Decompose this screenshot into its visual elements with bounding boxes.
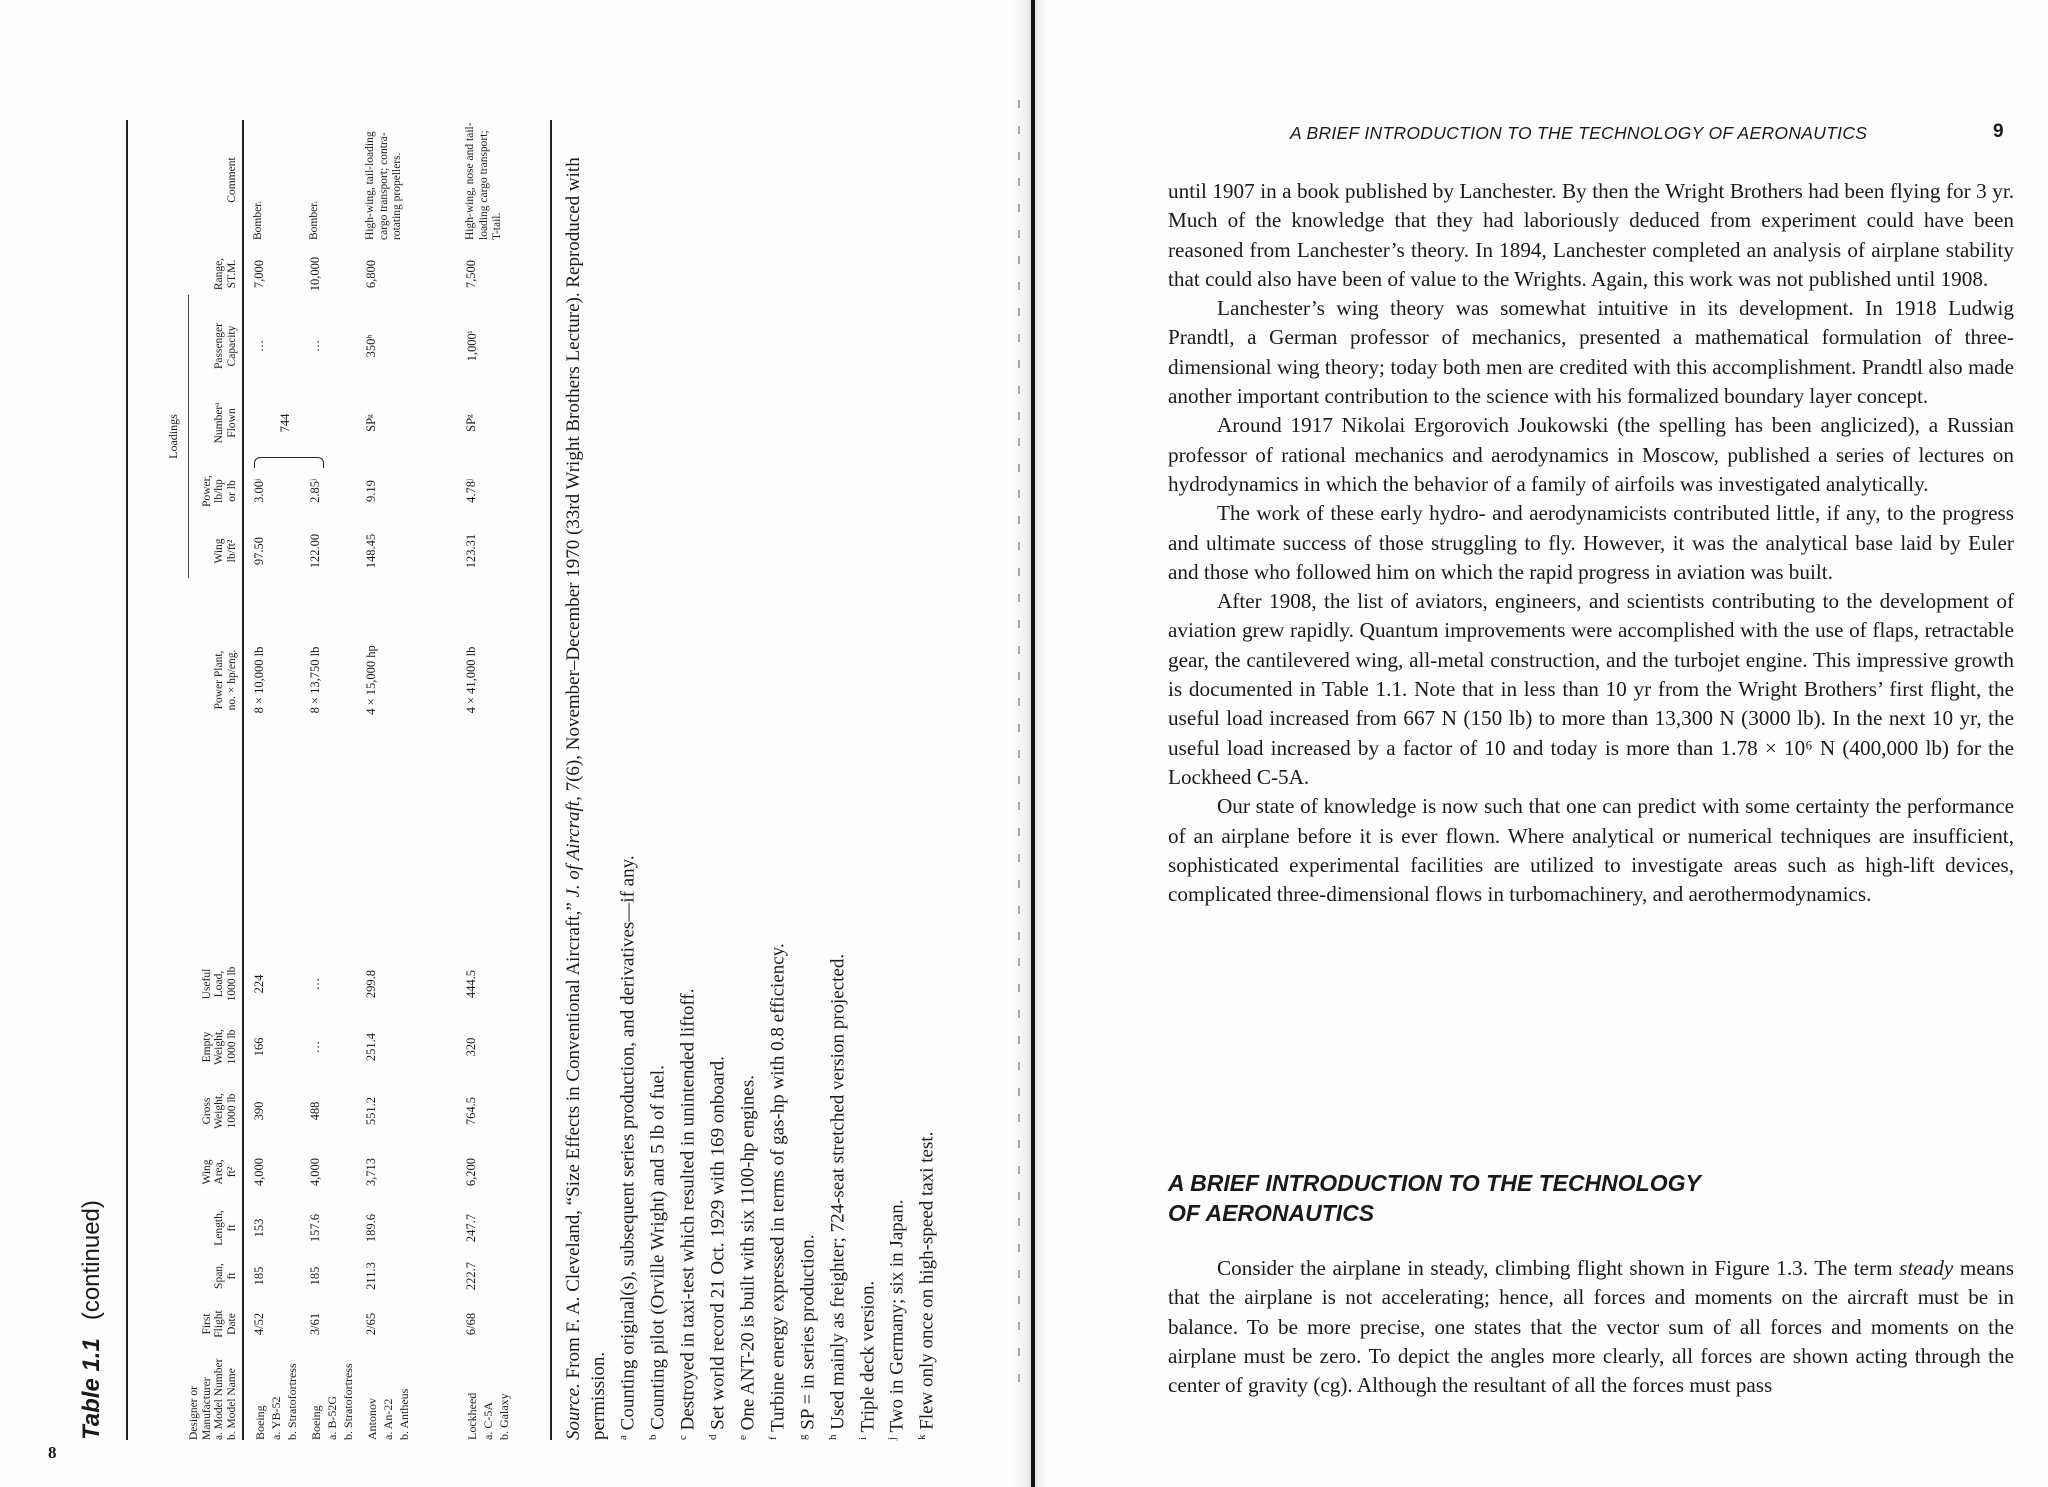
footnote-text: One ANT-20 is built with six 1100-hp engines. bbox=[737, 1075, 759, 1431]
footnote bbox=[821, 120, 851, 1440]
column-header-line: Useful bbox=[200, 968, 213, 1000]
table-cell-span: 185 bbox=[308, 1266, 322, 1286]
model-name-line: b. Stratofortress bbox=[341, 1363, 355, 1440]
column-header-line: ST.M. bbox=[225, 259, 238, 289]
table-cell-range: 7,500 bbox=[464, 259, 478, 289]
right-page-number: 9 bbox=[1993, 121, 2004, 142]
footnote-mark: b bbox=[647, 1434, 660, 1440]
model-name-cell bbox=[308, 1363, 356, 1440]
column-header bbox=[192, 388, 238, 458]
model-name-line: Boeing bbox=[309, 1405, 323, 1440]
table-cell-power-loading: 2.85ʲ bbox=[308, 479, 322, 503]
column-header bbox=[192, 464, 238, 518]
column-header-line: a. Model Number bbox=[213, 1358, 225, 1440]
footnote-text: Set world record 21 Oct. 1929 with 169 onboard. bbox=[707, 1056, 729, 1430]
left-page-number: 8 bbox=[48, 1443, 57, 1462]
table-cell-span: 211.3 bbox=[364, 1262, 378, 1290]
paragraph-text-a: Consider the airplane in steady, climbing flight shown in Figure 1.3. The term bbox=[1217, 1256, 1900, 1280]
column-header-line: Power Plant, bbox=[213, 650, 225, 710]
model-name-line: b. Stratofortress bbox=[285, 1363, 299, 1440]
column-header bbox=[192, 1258, 238, 1294]
table-cell-passenger-capacity: … bbox=[308, 339, 322, 353]
table-bottom-rule bbox=[550, 120, 552, 1440]
footnote-mark: e bbox=[736, 1435, 749, 1440]
body-paragraph: until 1907 in a book published by Lanchester. By then the Wright Brothers had been flying for 3 yr. Much of the knowledge that they had laboriously deduced from experiment could have been reasoned from Lanchester’s theory. In 1894, Lanchester completed an analysis of airplane stability that could also have been of value to the Wrights. Again, this work was not published until 1908. bbox=[1168, 179, 2014, 291]
column-header-line: Designer or bbox=[188, 1386, 200, 1440]
table-cell-empty-weight: … bbox=[308, 1040, 322, 1054]
table-cell-length: 247.7 bbox=[464, 1213, 478, 1243]
table-cell-date: 3/61 bbox=[308, 1312, 322, 1336]
table-cell-power-loading: 3.00ʲ bbox=[252, 479, 266, 503]
table-cell-length: 189.6 bbox=[364, 1213, 378, 1243]
body-text-block-1 bbox=[1168, 177, 2014, 909]
body-text-block-2 bbox=[1168, 1254, 2014, 1400]
body-paragraph: Around 1917 Nikolai Ergorovich Joukowski (the spelling has been anglicized), a Russian professor of rational mechanics and aerodynamics in Moscow, published a series of lectures on hydrodynamics in which the behavior of a family of airfoils was investigated analytically. bbox=[1168, 413, 2014, 496]
table-caption bbox=[78, 1200, 106, 1440]
footnote-mark: k bbox=[916, 1434, 929, 1440]
footnote-mark: d bbox=[706, 1434, 719, 1440]
footnote-mark: c bbox=[677, 1435, 690, 1440]
table-top-rule bbox=[126, 120, 128, 1440]
model-name-cell bbox=[464, 1393, 512, 1440]
column-header-line: no. × hp/eng. bbox=[225, 649, 238, 711]
footnote-list bbox=[611, 120, 940, 1440]
column-header-line: Wing bbox=[200, 1159, 213, 1185]
column-header bbox=[192, 1202, 238, 1254]
table-cell-wing-loading: 148.45 bbox=[364, 533, 378, 569]
column-header bbox=[192, 120, 238, 240]
footnote bbox=[641, 120, 671, 1440]
column-header-line: Length, bbox=[213, 1210, 225, 1246]
section-heading bbox=[1168, 1168, 2014, 1228]
column-header-line: ft² bbox=[225, 1166, 238, 1178]
paragraph-emphasis: steady bbox=[1899, 1256, 1954, 1280]
section-heading-line-1: A BRIEF INTRODUCTION TO THE TECHNOLOGY bbox=[1168, 1170, 1701, 1196]
section-heading-line-2: OF AERONAUTICS bbox=[1168, 1200, 1375, 1226]
column-header-line: 1000 lb bbox=[225, 1029, 238, 1065]
table-cell-range: 6,800 bbox=[364, 259, 378, 289]
table-cell-range: 7,000 bbox=[252, 259, 266, 289]
table-cell-power-plant: 8 × 10,000 lb bbox=[252, 646, 266, 714]
table-cell-wing-loading: 97.50 bbox=[252, 536, 266, 566]
column-header bbox=[192, 620, 238, 740]
model-name-line: a. YB-52 bbox=[269, 1396, 283, 1440]
model-name-line: Boeing bbox=[253, 1405, 267, 1440]
column-header-line: First bbox=[200, 1313, 213, 1335]
column-header-line: Weight, bbox=[213, 1029, 225, 1065]
model-name-cell bbox=[252, 1363, 300, 1440]
model-name-line: Lockheed bbox=[465, 1392, 479, 1440]
table-notes bbox=[562, 120, 940, 1440]
column-header-line: Gross bbox=[200, 1097, 213, 1125]
column-header-line: Manufacturer bbox=[200, 1377, 213, 1440]
table-cell-comment: High-wing, tail-loading cargo transport; contra-rotating propellers. bbox=[364, 131, 403, 240]
column-header bbox=[192, 1300, 238, 1348]
body-paragraph: Lanchester’s wing theory was somewhat intuitive in its development. In 1918 Ludwig Prandtl, a German professor of mechanics, presented a mathematical formulation of three-dimensional wing theory; today both men are credited with this accomplishment. Prandtl also made another important contribution to the science with his formalized boundary layer concept. bbox=[1168, 296, 2014, 409]
footnote-text: Used mainly as freighter; 724-seat stretched version projected. bbox=[826, 953, 848, 1430]
footnote-text: Destroyed in taxi-test which resulted in unintended liftoff. bbox=[677, 988, 699, 1431]
table-cell-power-loading: 9.19 bbox=[364, 480, 378, 502]
table-cell-empty-weight: 251.4 bbox=[364, 1032, 378, 1062]
column-header-line: Wing bbox=[213, 538, 225, 564]
column-header-line: Range, bbox=[213, 257, 225, 291]
column-header-line: or lb bbox=[225, 480, 238, 502]
footnote-mark: i bbox=[856, 1436, 869, 1440]
table-cell-wing-loading: 122.00 bbox=[308, 533, 322, 569]
table-cell-useful-load: 444.5 bbox=[464, 969, 478, 999]
column-header-line: Span, bbox=[213, 1263, 225, 1289]
body-paragraph: Our state of knowledge is now such that one can predict with some certainty the performance of an airplane before it is ever flown. Where analytical or numerical techniques are insufficient, sophisticated experimental facilities are utilized to investigate areas such as high-lift devices, complicated three-dimensional flows in turbomachinery, and aerothermodynamics. bbox=[1168, 794, 2014, 907]
table-cell-date: 2/65 bbox=[364, 1312, 378, 1336]
table-cell-passenger-capacity: 1,000ⁱ bbox=[465, 330, 479, 362]
table-cell-number-flown: 744 bbox=[278, 413, 292, 433]
table-cell-wing-area: 4,000 bbox=[308, 1157, 322, 1187]
table-cell-power-plant: 8 × 13,750 lb bbox=[308, 646, 322, 714]
model-name-line: Antonov bbox=[365, 1398, 379, 1440]
table-cell-span: 222.7 bbox=[464, 1261, 478, 1291]
column-header-line: Power, bbox=[200, 475, 213, 507]
footnote bbox=[910, 120, 940, 1440]
column-header-line: Capacity bbox=[225, 325, 238, 367]
table-cell-gross-weight: 764.5 bbox=[464, 1096, 478, 1126]
source-note bbox=[562, 120, 611, 1440]
footnote-mark: a bbox=[617, 1435, 630, 1440]
column-header-line: Weight, bbox=[213, 1093, 225, 1129]
running-head: A BRIEF INTRODUCTION TO THE TECHNOLOGY OF AERONAUTICS bbox=[1290, 123, 1868, 143]
column-header-line: Empty bbox=[200, 1031, 213, 1063]
column-header-line: ft bbox=[225, 1272, 238, 1280]
table-cell-power-plant: 4 × 15,000 hp bbox=[364, 645, 378, 715]
footnote-text: Flew only once on high-speed taxi test. bbox=[916, 1131, 938, 1430]
model-name-line: a. C-5A bbox=[481, 1402, 495, 1440]
column-header-line: Flown bbox=[225, 408, 238, 438]
column-header bbox=[192, 524, 238, 578]
footnote-text: Triple deck version. bbox=[856, 1280, 878, 1433]
table-cell-useful-load: 224 bbox=[252, 974, 266, 994]
column-header-line: ft bbox=[225, 1224, 238, 1232]
footnote-text: Two in Germany; six in Japan. bbox=[886, 1199, 908, 1433]
table-cell-length: 157.6 bbox=[308, 1213, 322, 1243]
column-header-line: Passenger bbox=[213, 323, 225, 369]
column-header bbox=[192, 244, 238, 304]
loadings-rule bbox=[188, 295, 189, 578]
footnote-mark: j bbox=[886, 1436, 899, 1440]
column-header-line: Flight bbox=[213, 1310, 225, 1338]
column-header-line: lb/ft² bbox=[225, 539, 238, 563]
column-header-line: Date bbox=[225, 1313, 238, 1335]
column-header-line: Numberᵃ bbox=[213, 402, 225, 444]
table-cell-wing-area: 3,713 bbox=[364, 1157, 378, 1187]
footnote bbox=[671, 120, 701, 1440]
model-name-line: a. An-22 bbox=[381, 1398, 395, 1440]
table-caption-suffix: (continued) bbox=[78, 1200, 105, 1321]
table-header-rule bbox=[242, 120, 244, 1440]
source-journal: J. of Aircraft, bbox=[563, 796, 584, 898]
model-name-line: b. Antheus bbox=[397, 1388, 411, 1440]
column-header bbox=[192, 956, 238, 1012]
table-cell-date: 6/68 bbox=[464, 1312, 478, 1336]
footnote bbox=[731, 120, 761, 1440]
column-header-line: 1000 lb bbox=[225, 966, 238, 1002]
table-cell-comment: High-wing, nose and tail-loading cargo transport; T-tail. bbox=[464, 122, 503, 240]
body-paragraph: After 1908, the list of aviators, engineers, and scientists contributing to the development of aviation grew rapidly. Quantum improvements were accomplished with the use of flaps, retractable gear, the cantilevered wing, all-metal construction, and the turbojet engine. This impressive growth is documented in Table 1.1. Note that in less than 10 yr from the Wright Brothers’ first flight, the useful load increased from 667 N (150 lb) to more than 13,300 N (3000 lb). In the next 10 yr, the useful load increased by a factor of 10 and today is more than 1.78 × 10⁶ N (400,000 lb) for the Lockheed C-5A. bbox=[1168, 589, 2014, 789]
table-cell-span: 185 bbox=[252, 1266, 266, 1286]
table-cell-gross-weight: 488 bbox=[308, 1101, 322, 1121]
footnote-text: Counting original(s), subsequent series production, and derivatives—if any. bbox=[617, 855, 639, 1431]
table-cell-power-plant: 4 × 41,000 lb bbox=[464, 646, 478, 714]
column-header-line: lb/hp bbox=[213, 479, 225, 503]
footnote-mark: g bbox=[796, 1434, 809, 1440]
table-cell-wing-area: 6,200 bbox=[464, 1157, 478, 1187]
body-paragraph: The work of these early hydro- and aerodynamicists contributed little, if any, to the progress and ultimate success of those struggling to fly. However, it was the analytical base laid by Euler and those who followed him on which the rapid progress in aviation was built. bbox=[1168, 501, 2014, 584]
column-header-line: Comment bbox=[225, 157, 238, 203]
table-cell-gross-weight: 390 bbox=[252, 1101, 266, 1121]
table-cell-length: 153 bbox=[252, 1218, 266, 1238]
footnote bbox=[761, 120, 791, 1440]
table-cell-power-loading: 4.78ʲ bbox=[464, 479, 478, 503]
model-name-cell bbox=[364, 1389, 412, 1440]
table-cell-wing-loading: 123.31 bbox=[464, 533, 478, 569]
footnote bbox=[851, 120, 881, 1440]
paragraph-text-b: means that the airplane is not accelerating; hence, all forces and moments on the aircraft must be in balance. To be more precise, one states that the vector sum of all forces and moments on the airplane must be zero. To depict the angles more clearly, all forces are shown acting through the center of gravity (cg). Although the resultant of all the forces must pass bbox=[1168, 1256, 2014, 1398]
table-cell-gross-weight: 551.2 bbox=[364, 1096, 378, 1126]
column-header-line: Load, bbox=[213, 970, 225, 998]
column-header bbox=[188, 1352, 238, 1440]
column-header-line: b. Model Name bbox=[225, 1368, 238, 1440]
table-cell-passenger-capacity: … bbox=[252, 339, 266, 353]
footnote bbox=[880, 120, 910, 1440]
table-cell-wing-area: 4,000 bbox=[252, 1157, 266, 1187]
loadings-header: Loadings bbox=[166, 414, 180, 459]
table-cell-comment: Bomber. bbox=[308, 200, 320, 240]
footnote-text: Turbine energy expressed in terms of gas-hp with 0.8 efficiency. bbox=[767, 943, 789, 1432]
footnote-mark: h bbox=[826, 1434, 839, 1440]
source-text: From F. A. Cleveland, “Size Effects in Conventional Aircraft,” bbox=[563, 897, 584, 1384]
model-name-line: a. B-52G bbox=[325, 1396, 339, 1440]
footnote-mark: f bbox=[766, 1436, 779, 1440]
source-rest: 7(6), November–December 1970 (33rd Wright Brothers Lecture). Reproduced with permission. bbox=[563, 157, 609, 1440]
column-header bbox=[192, 1082, 238, 1140]
grouping-brace bbox=[254, 457, 324, 468]
column-header-line: 1000 lb bbox=[225, 1093, 238, 1129]
table-caption-label: Table 1.1 bbox=[78, 1338, 105, 1440]
column-header bbox=[192, 1018, 238, 1076]
body-paragraph bbox=[1168, 1254, 2014, 1400]
table-cell-number-flown: SPᵍ bbox=[364, 414, 378, 432]
source-label: Source. bbox=[563, 1383, 584, 1440]
table-cell-useful-load: 299.8 bbox=[364, 969, 378, 999]
table-cell-passenger-capacity: 350ʰ bbox=[364, 334, 378, 358]
footnote-text: Counting pilot (Orville Wright) and 5 lb of fuel. bbox=[647, 1065, 669, 1430]
table-cell-date: 4/52 bbox=[252, 1312, 266, 1336]
rotated-table-1-1 bbox=[70, 120, 938, 1440]
table-cell-empty-weight: 320 bbox=[464, 1037, 478, 1057]
footnote bbox=[611, 120, 641, 1440]
table-cell-useful-load: … bbox=[308, 977, 322, 991]
column-header-line: Area, bbox=[213, 1159, 225, 1185]
table-cell-empty-weight: 166 bbox=[252, 1037, 266, 1057]
table-cell-comment: Bomber. bbox=[252, 200, 264, 240]
footnote bbox=[791, 120, 821, 1440]
table-cell-number-flown: SPᵍ bbox=[464, 414, 478, 432]
table-cell-range: 10,000 bbox=[308, 256, 322, 292]
column-header bbox=[192, 1146, 238, 1198]
footnote bbox=[701, 120, 731, 1440]
footnote-text: SP = in series production. bbox=[797, 1234, 819, 1430]
column-header bbox=[192, 310, 238, 382]
model-name-line: b. Galaxy bbox=[497, 1393, 511, 1440]
